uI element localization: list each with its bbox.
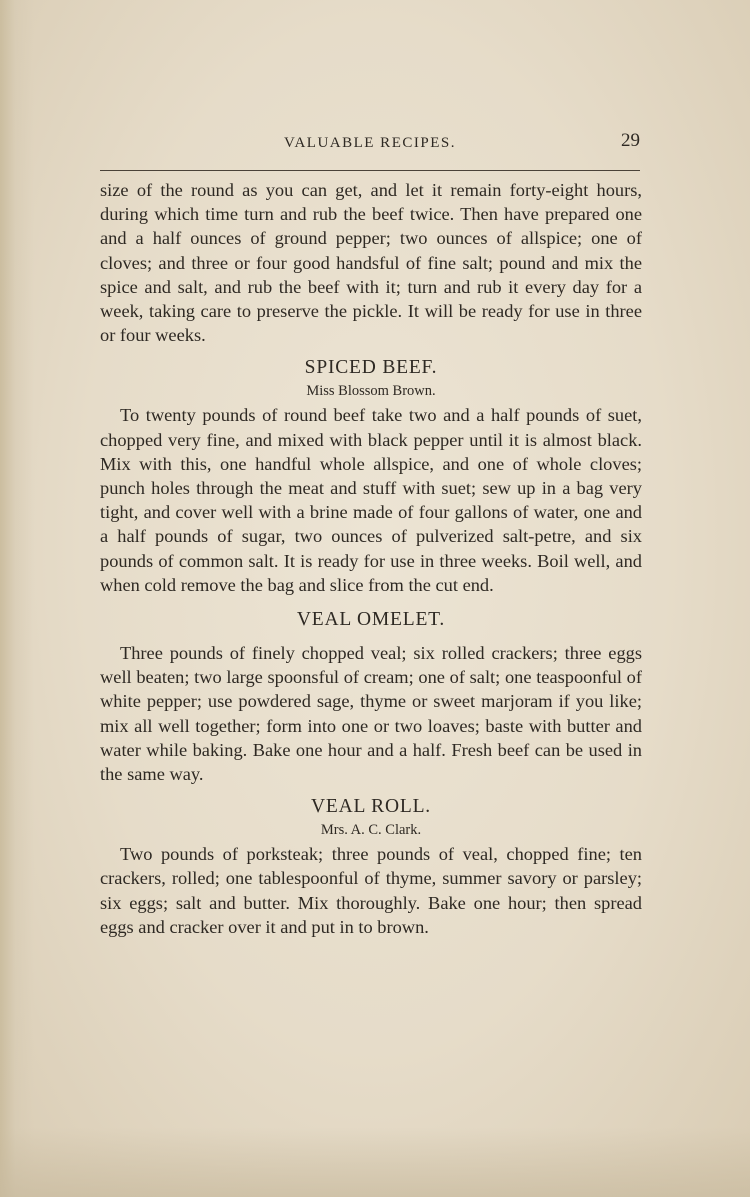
- recipe-text-veal-roll: Two pounds of porksteak; three pounds of veal, chopped fine; ten crackers, rolled; one tablespoonful of thyme, summer savory or parsley; six eggs; salt and butter. Mix thoroughly. Bake one hour; then spread eggs and cracker over it and put in to brown.: [100, 844, 642, 937]
- recipe-text-spiced-beef: To twenty pounds of round beef take two and a half pounds of suet, chopped very fine, and mixed with black pepper until it is almost black. Mix with this, one handful whole allspice, and one of whole cloves; punch holes through the meat and stuff with suet; sew up in a bag very tight, and cover well with a brine made of four gallons of water, one and a half pounds of sugar, two ounces of pulverized salt-petre, and six pounds of common salt. It is ready for use in three weeks. Boil well, and when cold remove the bag and slice from the cut end.: [100, 405, 642, 595]
- page-bottom-shadow: [0, 1127, 750, 1197]
- recipe-title-veal-roll: VEAL ROLL.: [311, 796, 431, 818]
- recipe-attribution-spiced-beef: Miss Blossom Brown.: [306, 383, 436, 400]
- recipe-attribution-veal-roll: Mrs. A. C. Clark.: [320, 822, 422, 839]
- recipe-title-veal-omelet: VEAL OMELET.: [296, 609, 446, 631]
- header-rule: [100, 170, 640, 171]
- continued-paragraph: size of the round as you can get, and let it remain forty-eight hours, during which time turn and rub the beef twice. Then have prepared one and a half ounces of ground pepper; two ounces of allspice; one of cloves; and three or four good handsful of fine salt; pound and mix the spice and salt, and rub the beef with it; turn and rub it every day for a week, taking care to preserve the pickle. It will be ready for use in three or four weeks.: [100, 180, 642, 346]
- page-body: [100, 178, 642, 939]
- page-number: 29: [621, 130, 640, 151]
- running-title: VALUABLE RECIPES.: [284, 135, 456, 151]
- recipe-title-spiced-beef: SPICED BEEF.: [304, 357, 438, 379]
- recipe-text-veal-omelet: Three pounds of finely chopped veal; six rolled crackers; three eggs well beaten; two large spoonsful of cream; one of salt; one teaspoonful of white pepper; use powdered sage, thyme or sweet marjoram if you like; mix all well together; form into one or two loaves; baste with butter and water while baking. Bake one hour and a half. Fresh beef can be used in the same way.: [100, 643, 642, 785]
- page-gutter-shadow: [0, 0, 34, 1197]
- running-head: [100, 130, 640, 156]
